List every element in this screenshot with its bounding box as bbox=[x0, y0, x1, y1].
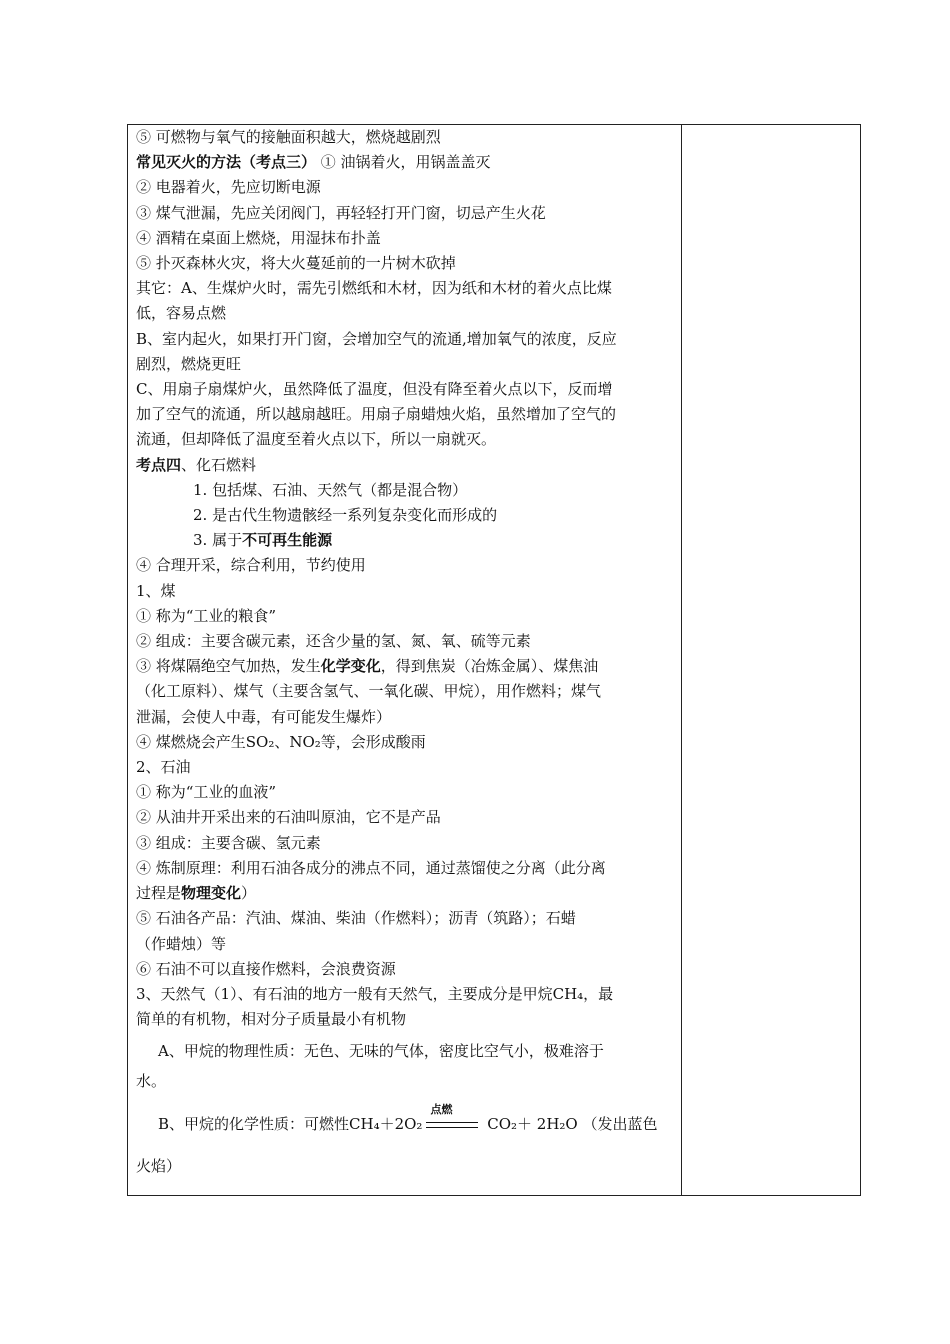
left-cell bbox=[136, 125, 676, 1184]
text-line: 剧烈，燃烧更旺 bbox=[136, 354, 242, 373]
text-line: 泄漏，会使人中毒，有可能发生爆炸） bbox=[136, 707, 392, 726]
text-line: 1、煤 bbox=[136, 581, 176, 600]
text-line: B、室内起火，如果打开门窗，会增加空气的流通,增加氧气的浓度，反应 bbox=[136, 329, 617, 348]
equation-line: B、甲烷的化学性质：可燃性CH₄＋2O₂ 点燃 CO₂＋ 2H₂O （发出蓝色 bbox=[136, 1106, 676, 1142]
text-line: ④ 合理开采，综合利用，节约使用 bbox=[136, 556, 366, 575]
text-line: ⑤ 石油各产品：汽油、煤油、柴油（作燃料）；沥青（筑路）；石蜡 bbox=[136, 909, 576, 928]
text-line: ⑥ 石油不可以直接作燃料，会浪费资源 bbox=[136, 959, 396, 978]
text-line: ③ 将煤隔绝空气加热，发生化学变化，得到焦炭（冶炼金属）、煤焦油 bbox=[136, 657, 599, 676]
reaction-arrow bbox=[422, 1103, 482, 1142]
text-line: （作蜡烛）等 bbox=[136, 934, 227, 953]
text-line: 过程是物理变化） bbox=[136, 884, 257, 903]
text-line: 其它：A、生煤炉火时，需先引燃纸和木材，因为纸和木材的着火点比煤 bbox=[136, 279, 612, 298]
heading-fossil-fuel: 考点四 bbox=[136, 455, 182, 474]
text-line: 简单的有机物，相对分子质量最小有机物 bbox=[136, 1010, 407, 1029]
text-line: 2、石油 bbox=[136, 758, 191, 777]
text-line: 考点四、化石燃料 bbox=[136, 455, 257, 474]
text-line: ④ 炼制原理：利用石油各成分的沸点不同，通过蒸馏使之分离（此分离 bbox=[136, 858, 606, 877]
list-item: 2. 是古代生物遗骸经一系列复杂变化而形成的 bbox=[193, 506, 498, 525]
text-line: ⑤ 可燃物与氧气的接触面积越大，燃烧越剧烈 bbox=[136, 128, 441, 146]
text-line: ③ 煤气泄漏，先应关闭阀门，再轻轻打开门窗，切忌产生火花 bbox=[136, 203, 546, 222]
text-line: ④ 酒精在桌面上燃烧，用湿抹布扑盖 bbox=[136, 228, 381, 247]
text-line: 火焰） bbox=[136, 1157, 182, 1176]
text-line: 流通，但却降低了温度至着火点以下，所以一扇就灭。 bbox=[136, 430, 497, 449]
text-line: （化工原料）、煤气（主要含氢气、一氧化碳、甲烷），用作燃料；煤气 bbox=[136, 682, 602, 701]
text-line: 水。 bbox=[136, 1072, 167, 1091]
text-line: 3、天然气（1）、有石油的地方一般有天然气，主要成分是甲烷CH₄，最 bbox=[136, 984, 614, 1003]
text-line: 低，容易点燃 bbox=[136, 304, 227, 323]
text-line: ② 从油井开采出来的石油叫原油，它不是产品 bbox=[136, 808, 441, 827]
list-item: 1. 包括煤、石油、天然气（都是混合物） bbox=[193, 480, 468, 499]
text-line: ⑤ 扑灭森林火灾，将大火蔓延前的一片树木砍掉 bbox=[136, 254, 456, 273]
content-table bbox=[127, 124, 861, 1196]
text-line: C、用扇子扇煤炉火，虽然降低了温度，但没有降至着火点以下，反而增 bbox=[136, 380, 613, 399]
text-line: ② 组成：主要含碳元素，还含少量的氢、氮、氧、硫等元素 bbox=[136, 632, 531, 651]
text-line: ② 电器着火，先应切断电源 bbox=[136, 178, 321, 197]
heading-extinguish: 常见灭火的方法（考点三） bbox=[136, 153, 317, 172]
text-line: 加了空气的流通，所以越扇越旺。用扇子扇蜡烛火焰，虽然增加了空气的 bbox=[136, 405, 617, 424]
text-line: ④ 煤燃烧会产生SO₂、NO₂等，会形成酸雨 bbox=[136, 732, 426, 751]
column-divider bbox=[681, 125, 682, 1195]
text-line: ③ 组成：主要含碳、氢元素 bbox=[136, 833, 321, 852]
list-item: 3. 属于不可再生能源 bbox=[193, 531, 333, 550]
text-line: ① 称为“工业的血液” bbox=[136, 783, 277, 802]
text-line: A、甲烷的物理性质：无色、无味的气体，密度比空气小，极难溶于 bbox=[158, 1042, 604, 1061]
ignite-label: 点燃 bbox=[430, 1103, 453, 1117]
text-line: ① 称为“工业的粮食” bbox=[136, 606, 277, 625]
text-line: 常见灭火的方法（考点三） ① 油锅着火，用锅盖盖灭 bbox=[136, 153, 491, 172]
